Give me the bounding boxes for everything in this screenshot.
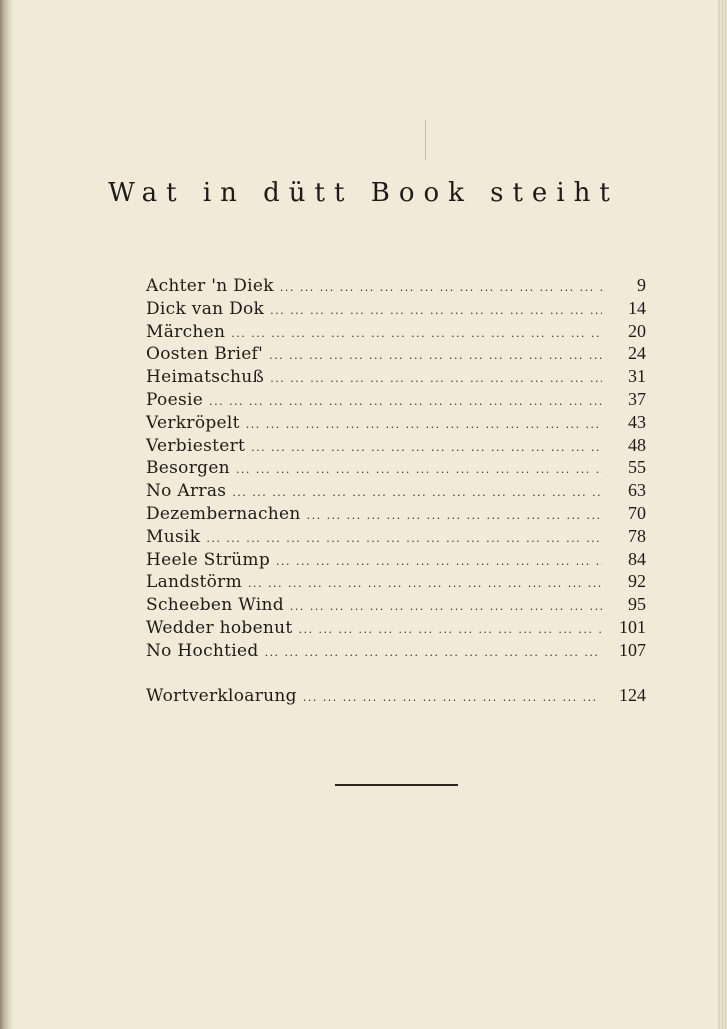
table-of-contents — [146, 275, 646, 663]
toc-entry-page: 92 — [628, 571, 646, 592]
toc-entry-label: Märchen — [146, 321, 226, 342]
toc-entry-page: 101 — [619, 616, 646, 637]
dot-leader — [307, 507, 602, 522]
toc-entry-page: 48 — [628, 434, 646, 455]
toc-entry — [146, 503, 646, 526]
dot-leader — [299, 621, 602, 636]
crease-mark — [425, 120, 426, 160]
divider-rule — [335, 784, 458, 786]
toc-entry-label: Poesie — [146, 389, 204, 410]
toc-entry-label: Heimatschuß — [146, 367, 265, 388]
toc-entry-label: Musik — [146, 526, 201, 547]
toc-entry — [146, 640, 646, 663]
toc-entry-page: 20 — [628, 320, 646, 341]
toc-entry — [146, 389, 646, 412]
dot-leader — [251, 439, 602, 454]
toc-entry — [146, 571, 646, 594]
page-title: Wat in dütt Book steiht — [108, 178, 619, 208]
dot-leader — [280, 279, 602, 294]
toc-entry-label: Besorgen — [146, 458, 230, 479]
toc-entry-label: Achter 'n Diek — [146, 276, 274, 296]
toc-entry-label: No Hochtied — [146, 640, 259, 661]
toc-entry-page: 107 — [619, 639, 646, 660]
toc-entry-page: 14 — [628, 297, 646, 318]
dot-leader — [236, 461, 602, 476]
dot-leader — [246, 416, 602, 431]
toc-entry — [146, 321, 646, 344]
dot-leader — [206, 530, 602, 545]
toc-entry-label: Dezembernachen — [146, 503, 301, 524]
toc-entry-page: 78 — [628, 525, 646, 546]
toc-entry-label: Landstörm — [146, 572, 242, 593]
toc-entry-page: 31 — [628, 366, 646, 387]
toc-entry-page: 84 — [628, 548, 646, 569]
toc-entry — [146, 298, 646, 321]
toc-entry-page: 24 — [628, 343, 646, 364]
dot-leader — [232, 484, 602, 499]
toc-entry-label: Wortverkloarung — [146, 686, 297, 706]
toc-entry-page: 63 — [628, 480, 646, 501]
toc-entry — [146, 549, 646, 572]
dot-leader — [265, 644, 602, 659]
dot-leader — [270, 370, 602, 385]
toc-entry-label: Scheeben Wind — [146, 595, 284, 616]
toc-entry — [146, 480, 646, 503]
dot-leader — [209, 393, 602, 408]
toc-entry-page: 70 — [628, 502, 646, 523]
dot-leader — [270, 302, 602, 317]
toc-entry-label: Oosten Brief' — [146, 344, 264, 365]
dot-leader — [248, 575, 602, 590]
toc-entry-label: No Arras — [146, 481, 227, 502]
toc-entry — [146, 617, 646, 640]
glossary-section — [146, 685, 646, 708]
toc-entry-label: Verkröpelt — [146, 412, 240, 433]
toc-entry-label: Verbiestert — [146, 435, 246, 456]
toc-entry — [146, 526, 646, 549]
toc-entry — [146, 366, 646, 389]
toc-entry — [146, 457, 646, 480]
toc-entry-page: 124 — [619, 685, 646, 705]
dot-leader — [231, 325, 602, 340]
toc-entry-page: 37 — [628, 388, 646, 409]
toc-entry-page: 95 — [628, 594, 646, 615]
toc-entry-page: 43 — [628, 411, 646, 432]
toc-entry — [146, 343, 646, 366]
toc-entry-label: Heele Strümp — [146, 549, 271, 570]
toc-entry — [146, 412, 646, 435]
toc-entry — [146, 435, 646, 458]
dot-leader — [269, 347, 602, 362]
toc-entry-label: Wedder hobenut — [146, 617, 293, 638]
dot-leader — [303, 689, 602, 704]
toc-entry-label: Dick van Dok — [146, 298, 265, 319]
toc-entry — [146, 594, 646, 617]
toc-entry-glossary — [146, 685, 646, 708]
toc-entry-page: 55 — [628, 457, 646, 478]
dot-leader — [290, 598, 602, 613]
dot-leader — [276, 553, 602, 568]
toc-entry-page: 9 — [637, 275, 646, 295]
toc-entry — [146, 275, 646, 298]
